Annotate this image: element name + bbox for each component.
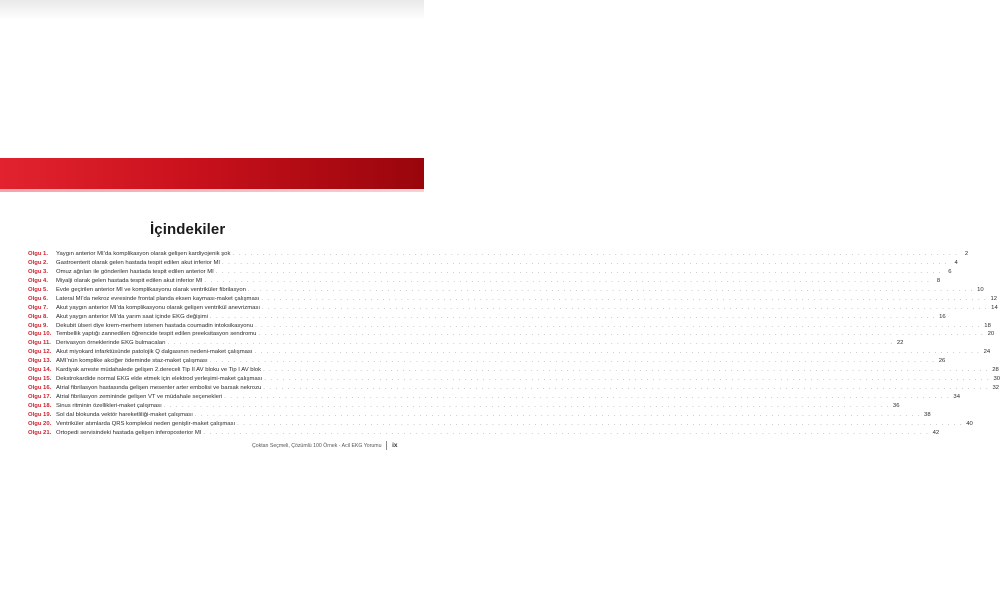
toc-entry-number: Olgu 20. (28, 420, 52, 427)
toc-dot-leader: . . . . . . . . . . . . . . . . . . . . . . . . . . . . . . . . . . . . . . . . . . . . . . . . . . . . . . . . . . . . . . . . . . . . . . . . . . . . . . . . . . . . . . . . . . . . . . . . . . . . . . . . . . . . . . . . . . . . . . . . (261, 304, 988, 311)
toc-entry-number: Olgu 7. (28, 304, 48, 311)
toc-dot-leader: . . . . . . . . . . . . . . . . . . . . . . . . . . . . . . . . . . . . . . . . . . . . . . . . . . . . . . . . . . . . . . . . . . . . . . . . . . . . . . . . . . . . . . . . . . . . . . . . . . . . . . . . . . . . . . . . . . . . . . . . (254, 349, 981, 356)
toc-entry-number: Olgu 11. (28, 340, 51, 347)
toc-entry-title: Yaygın anterior MI’da komplikasyon olarak gelişen kardiyojenik şok (56, 251, 231, 257)
toc-dot-leader: . . . . . . . . . . . . . . . . . . . . . . . . . . . . . . . . . . . . . . . . . . . . . . . . . . . . . . . . . . . . . . . . . . . . . . . . . . . . . . . . . . . . . . . . . . . . . . . . . . . . . . . . . . . . . . . . . . . . . . . . (215, 268, 942, 275)
page-title: İçindekiler (150, 221, 226, 238)
toc-entry-page: 6 (948, 268, 952, 275)
toc-entry-number: Olgu 9. (28, 322, 48, 329)
toc-dot-leader: . . . . . . . . . . . . . . . . . . . . . . . . . . . . . . . . . . . . . . . . . . . . . . . . . . . . . . . . . . . . . . . . . . . . . . . . . . . . . . . . . . . . . . . . . . . . . . . . . . . . . . . . . . . . . . . . . . . . . . . . (224, 394, 950, 400)
toc-entry-number: Olgu 16. (28, 385, 52, 392)
toc-entry[interactable] (28, 259, 958, 268)
toc-entry-title: Evde geçirilen anterior MI ve komplikasyonu olarak ventriküler fibrilasyon (56, 286, 246, 293)
toc-entry-title: AMI’nün komplike akciğer ödeminde staz-maket çalışması (56, 358, 208, 365)
toc-entry-page: 14 (991, 304, 998, 311)
toc-entry-page: 2 (964, 251, 969, 257)
toc-entry-page: 34 (953, 394, 960, 400)
toc-entry[interactable] (28, 348, 991, 357)
toc-entry-title: Sinus ritminin özellikleri-maket çalışması (56, 402, 162, 409)
toc-entry[interactable] (28, 295, 998, 304)
toc-entry[interactable] (28, 339, 904, 348)
toc-entry-title: Derivasyon örneklerinde EKG bulmacaları (56, 340, 166, 347)
toc-entry-number: Olgu 4. (28, 277, 48, 284)
toc-entry-number: Olgu 6. (28, 295, 48, 302)
toc-entry-page: 10 (977, 286, 984, 293)
toc-dot-leader: . . . . . . . . . . . . . . . . . . . . . . . . . . . . . . . . . . . . . . . . . . . . . . . . . . . . . . . . . . . . . . . . . . . . . . . . . . . . . . . . . . . . . . . . . . . . . . . . . . . . . . . . . . . . . . . . . . . . . . . . (264, 376, 990, 383)
toc-entry-title: Akut yaygın anterior MI’da yarım saat içinde EKG değişimi (56, 313, 208, 320)
toc-entry-page: 20 (987, 331, 995, 338)
toc-entry[interactable] (28, 375, 1000, 384)
toc-entry-title: Akut miyokard infarktüsünde patolojik Q dalgasının nedeni-maket çalışması (56, 349, 253, 356)
toc-entry[interactable] (28, 366, 999, 375)
toc-entry-page: 40 (966, 420, 973, 427)
toc-entry[interactable] (28, 330, 995, 339)
toc-entry-title: Dekubit ülseri diye krem-merhem istenen hastada coumadin intoksikasyonu (56, 322, 254, 329)
toc-entry-page: 42 (932, 429, 940, 436)
toc-dot-leader: . . . . . . . . . . . . . . . . . . . . . . . . . . . . . . . . . . . . . . . . . . . . . . . . . . . . . . . . . . . . . . . . . . . . . . . . . . . . . . . . . . . . . . . . . . . . . . . . . . . . . . . . . . . . . . . . . . . . . . . . (263, 367, 989, 374)
toc-dot-leader: . . . . . . . . . . . . . . . . . . . . . . . . . . . . . . . . . . . . . . . . . . . . . . . . . . . . . . . . . . . . . . . . . . . . . . . . . . . . . . . . . . . . . . . . . . . . . . . . . . . . . . . . . . . . . . . . . . . . . . . . (255, 322, 981, 329)
toc-entry-number: Olgu 18. (28, 402, 52, 409)
toc-entry-number: Olgu 1. (28, 251, 48, 257)
header-banner (0, 158, 424, 189)
toc-entry-title: Kardiyak arreste müdahalede gelişen 2.dereceli Tip II AV bloku ve Tip I AV blok (56, 367, 262, 374)
toc-entry-number: Olgu 21. (28, 429, 52, 436)
toc-entry-page: 16 (939, 313, 946, 320)
toc-entry-title: Ventriküler atımlarda QRS kompleksi neden genişlir-maket çalışması (56, 420, 236, 427)
toc-entry-page: 28 (992, 367, 999, 374)
toc-entry-page: 8 (936, 277, 941, 284)
toc-entry-page: 24 (983, 349, 991, 356)
toc-entry-title: Dekstrokardide normal EKG elde etmek için elektrod yerleşimi-maket çalışması (56, 376, 263, 383)
toc-entry[interactable] (28, 384, 1000, 393)
page-top-shadow (0, 0, 424, 20)
toc-entry-title: Sol dal blokunda vektör hareketliliği-maket çalışması (56, 411, 193, 418)
toc-entry[interactable] (28, 357, 946, 366)
toc-entry[interactable] (28, 286, 984, 295)
toc-entry-title: Ortopedi servisindeki hastada gelişen inferoposterior MI (56, 429, 202, 436)
toc-entry-page: 18 (984, 322, 991, 329)
toc-entry[interactable] (28, 268, 952, 277)
toc-dot-leader: . . . . . . . . . . . . . . . . . . . . . . . . . . . . . . . . . . . . . . . . . . . . . . . . . . . . . . . . . . . . . . . . . . . . . . . . . . . . . . . . . . . . . . . . . . . . . . . . . . . . . . . . . . . . . . . . . . . . . . . . (209, 313, 936, 320)
toc-entry[interactable] (28, 322, 991, 331)
toc-entry-number: Olgu 15. (28, 376, 52, 383)
toc-entry-page: 22 (896, 340, 904, 347)
toc-entry-title: Lateral MI’da nekroz evresinde frontal planda eksen kayması-maket çalışması (56, 295, 260, 302)
table-of-contents (28, 250, 1000, 438)
toc-entry[interactable] (28, 411, 931, 420)
toc-entry-number: Olgu 14. (28, 367, 52, 374)
toc-dot-leader: . . . . . . . . . . . . . . . . . . . . . . . . . . . . . . . . . . . . . . . . . . . . . . . . . . . . . . . . . . . . . . . . . . . . . . . . . . . . . . . . . . . . . . . . . . . . . . . . . . . . . . . . . . . . . . . . . . . . . . . . (247, 286, 974, 293)
toc-dot-leader: . . . . . . . . . . . . . . . . . . . . . . . . . . . . . . . . . . . . . . . . . . . . . . . . . . . . . . . . . . . . . . . . . . . . . . . . . . . . . . . . . . . . . . . . . . . . . . . . . . . . . . . . . . . . . . . . . . . . . . . . (261, 295, 988, 302)
toc-entry[interactable] (28, 277, 941, 286)
toc-entry-title: Atrial fibrilasyon zemininde gelişen VT ve müdahale seçenekleri (56, 394, 223, 400)
toc-entry-number: Olgu 10. (28, 331, 52, 338)
toc-entry-number: Olgu 2. (28, 259, 48, 266)
toc-dot-leader: . . . . . . . . . . . . . . . . . . . . . . . . . . . . . . . . . . . . . . . . . . . . . . . . . . . . . . . . . . . . . . . . . . . . . . . . . . . . . . . . . . . . . . . . . . . . . . . . . . . . . . . . . . . . . . . . . . . . . . . . (204, 277, 931, 284)
toc-entry-number: Olgu 12. (28, 349, 52, 356)
toc-entry[interactable] (28, 313, 946, 322)
toc-dot-leader: . . . . . . . . . . . . . . . . . . . . . . . . . . . . . . . . . . . . . . . . . . . . . . . . . . . . . . . . . . . . . . . . . . . . . . . . . . . . . . . . . . . . . . . . . . . . . . . . . . . . . . . . . . . . . . . . . . . . . . . . (263, 385, 990, 392)
toc-dot-leader: . . . . . . . . . . . . . . . . . . . . . . . . . . . . . . . . . . . . . . . . . . . . . . . . . . . . . . . . . . . . . . . . . . . . . . . . . . . . . . . . . . . . . . . . . . . . . . . . . . . . . . . . . . . . . . . . . . . . . . . . (232, 251, 959, 257)
toc-dot-leader: . . . . . . . . . . . . . . . . . . . . . . . . . . . . . . . . . . . . . . . . . . . . . . . . . . . . . . . . . . . . . . . . . . . . . . . . . . . . . . . . . . . . . . . . . . . . . . . . . . . . . . . . . . . . . . . . . . . . . . . . (237, 420, 963, 427)
toc-entry-number: Olgu 13. (28, 358, 52, 365)
toc-dot-leader: . . . . . . . . . . . . . . . . . . . . . . . . . . . . . . . . . . . . . . . . . . . . . . . . . . . . . . . . . . . . . . . . . . . . . . . . . . . . . . . . . . . . . . . . . . . . . . . . . . . . . . . . . . . . . . . . . . . . . . . . (222, 259, 948, 266)
toc-entry-number: Olgu 5. (28, 286, 48, 293)
toc-entry-number: Olgu 17. (28, 394, 52, 400)
page-footer (252, 441, 397, 450)
toc-entry-page: 4 (954, 259, 958, 266)
toc-entry-title: Gastroenterit olarak gelen hastada tespit edilen akut inferior MI (56, 259, 221, 266)
toc-dot-leader: . . . . . . . . . . . . . . . . . . . . . . . . . . . . . . . . . . . . . . . . . . . . . . . . . . . . . . . . . . . . . . . . . . . . . . . . . . . . . . . . . . . . . . . . . . . . . . . . . . . . . . . . . . . . . . . . . . . . . . . . (167, 340, 894, 347)
footer-divider (386, 441, 387, 450)
toc-entry-title: Atrial fibrilasyon hastasında gelişen mesenter arter embolisi ve barsak nekrozu (56, 385, 262, 392)
toc-entry-page: 36 (892, 402, 900, 409)
toc-entry-title: Miyalji olarak gelen hastada tespit edilen akut inferior MI (56, 277, 203, 284)
toc-entry[interactable] (28, 393, 960, 402)
toc-dot-leader: . . . . . . . . . . . . . . . . . . . . . . . . . . . . . . . . . . . . . . . . . . . . . . . . . . . . . . . . . . . . . . . . . . . . . . . . . . . . . . . . . . . . . . . . . . . . . . . . . . . . . . . . . . . . . . . . . . . . . . . . (194, 411, 921, 418)
toc-entry[interactable] (28, 304, 998, 313)
toc-entry-page: 30 (993, 376, 1000, 383)
toc-entry-title: Omuz ağrıları ile gönderilen hastada tespit edilen anterior MI (56, 268, 214, 275)
toc-entry-page: 32 (992, 385, 1000, 392)
toc-dot-leader: . . . . . . . . . . . . . . . . . . . . . . . . . . . . . . . . . . . . . . . . . . . . . . . . . . . . . . . . . . . . . . . . . . . . . . . . . . . . . . . . . . . . . . . . . . . . . . . . . . . . . . . . . . . . . . . . . . . . . . . . (209, 358, 936, 365)
toc-entry-page: 12 (990, 295, 998, 302)
toc-entry-number: Olgu 19. (28, 411, 52, 418)
toc-entry-title: Tembellik yaptığı zannedilen öğrencide tespit edilen preeksitasyon sendromu (56, 331, 257, 338)
toc-entry-page: 26 (938, 358, 946, 365)
toc-entry-title: Akut yaygın anterior MI’da komplikasyonu olarak gelişen ventrikül anevrizması (56, 304, 260, 311)
toc-entry[interactable] (28, 420, 973, 429)
toc-dot-leader: . . . . . . . . . . . . . . . . . . . . . . . . . . . . . . . . . . . . . . . . . . . . . . . . . . . . . . . . . . . . . . . . . . . . . . . . . . . . . . . . . . . . . . . . . . . . . . . . . . . . . . . . . . . . . . . . . . . . . . . . (203, 429, 930, 436)
toc-entry-number: Olgu 3. (28, 268, 48, 275)
toc-dot-leader: . . . . . . . . . . . . . . . . . . . . . . . . . . . . . . . . . . . . . . . . . . . . . . . . . . . . . . . . . . . . . . . . . . . . . . . . . . . . . . . . . . . . . . . . . . . . . . . . . . . . . . . . . . . . . . . . . . . . . . . . (258, 331, 985, 338)
toc-dot-leader: . . . . . . . . . . . . . . . . . . . . . . . . . . . . . . . . . . . . . . . . . . . . . . . . . . . . . . . . . . . . . . . . . . . . . . . . . . . . . . . . . . . . . . . . . . . . . . . . . . . . . . . . . . . . . . . . . . . . . . . . (163, 402, 890, 409)
footer-page-number: ix (392, 442, 398, 449)
toc-entry-page: 38 (924, 411, 931, 418)
toc-entry[interactable] (28, 402, 900, 411)
footer-book-title: Çoktan Seçmeli, Çözümlü 100 Örnek - Acil EKG Yorumu (252, 442, 382, 449)
toc-entry[interactable] (28, 429, 940, 438)
toc-entry-number: Olgu 8. (28, 313, 48, 320)
toc-entry[interactable] (28, 250, 969, 259)
header-banner-edge (0, 189, 424, 192)
